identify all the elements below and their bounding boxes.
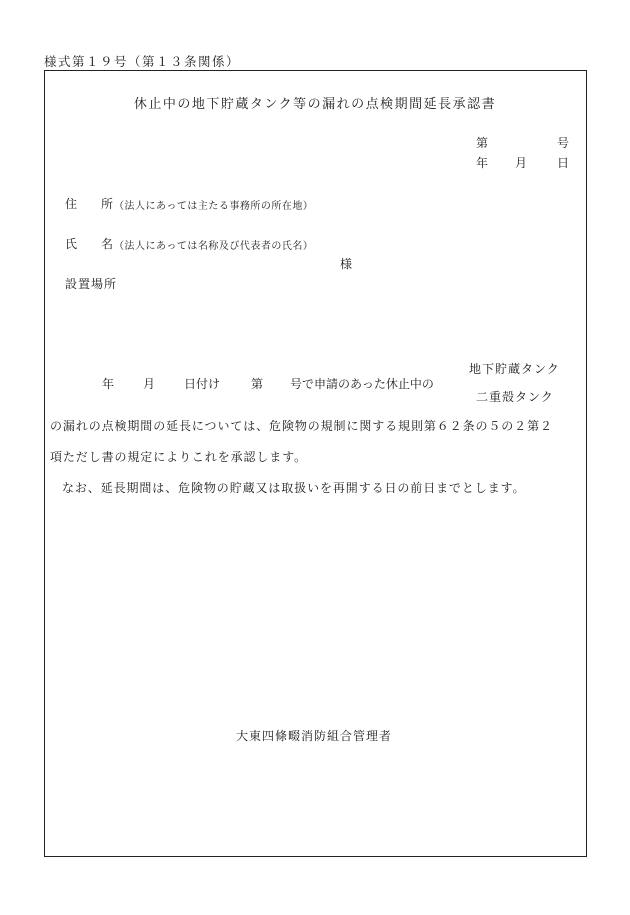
number-prefix: 第 xyxy=(476,136,489,150)
form-number: 様式第１９号（第１３条関係） xyxy=(44,54,241,69)
address-label-2: 所 xyxy=(101,197,114,211)
date-year: 年 xyxy=(476,156,489,170)
body-number-prefix: 第 xyxy=(251,377,264,391)
address-label-1: 住 xyxy=(65,197,78,211)
name-label-1: 氏 xyxy=(65,237,78,251)
name-label-2: 名 xyxy=(101,237,114,251)
issuer: 大東四條畷消防組合管理者 xyxy=(236,729,393,743)
number-suffix: 号 xyxy=(557,136,570,150)
address-note: （法人にあっては主たる事務所の所在地） xyxy=(114,201,314,212)
body-line-4: なお、延長期間は、危険物の貯蔵又は取扱いを再開する日の前日までとします。 xyxy=(62,481,526,495)
tank-option-2: 二重殻タンク xyxy=(476,390,554,404)
name-note: （法人にあっては名称及び代表者の氏名） xyxy=(114,241,314,252)
date-day: 日 xyxy=(557,156,570,170)
tank-option-1: 地下貯蔵タンク xyxy=(469,362,560,376)
document-title: 休止中の地下貯蔵タンク等の漏れの点検期間延長承認書 xyxy=(133,97,497,112)
date-month: 月 xyxy=(515,156,528,170)
body-date-day: 日付け xyxy=(184,377,221,391)
body-date-year: 年 xyxy=(102,377,115,391)
body-number-text: 号で申請のあった休止中の xyxy=(290,377,434,391)
body-line-2: の漏れの点検期間の延長については、危険物の規制に関する規則第６２条の５の２第２ xyxy=(50,419,553,433)
location-label: 設置場所 xyxy=(65,277,118,291)
body-line-3: 項ただし書の規定によりこれを承認します。 xyxy=(50,450,308,464)
body-date-month: 月 xyxy=(143,377,156,391)
honorific: 様 xyxy=(340,257,353,271)
